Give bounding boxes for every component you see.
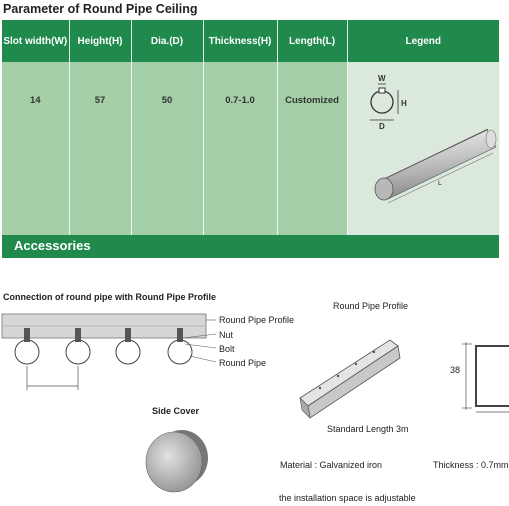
side-cover-title: Side Cover <box>152 406 200 416</box>
cell-slot-width: 14 <box>2 62 69 238</box>
callout-bolt: Bolt <box>219 344 235 354</box>
callout-round-pipe-profile: Round Pipe Profile <box>219 315 295 325</box>
header-diameter: Dia.(D) <box>131 20 203 62</box>
legend-pipe-diagram <box>348 62 500 205</box>
header-height: Height(H) <box>69 20 131 62</box>
legend-l-label: L <box>437 181 442 187</box>
table-header-row <box>2 20 499 62</box>
profile-standard-length: Standard Length 3m <box>327 424 409 434</box>
accessories-bar <box>2 235 499 258</box>
legend-w-label: W <box>377 74 386 83</box>
cell-thickness: 0.7-1.0 <box>203 62 277 238</box>
legend-cell <box>347 62 499 238</box>
accessories-title: Accessories <box>14 238 91 253</box>
page-title: Parameter of Round Pipe Ceiling <box>3 2 198 16</box>
profile-dimension-label: 38 <box>450 365 461 375</box>
table-row <box>2 62 499 238</box>
cell-length: Customized <box>277 62 347 238</box>
installation-note: the installation space is adjustable <box>279 493 416 503</box>
profile-section-drawing <box>460 340 509 415</box>
callout-nut: Nut <box>219 330 234 340</box>
profile-drawing <box>290 330 420 420</box>
header-slot-width: Slot width(W) <box>2 20 69 62</box>
material-text: Material : Galvanized iron <box>280 460 383 470</box>
thickness-text: Thickness : 0.7mm <box>433 460 509 470</box>
side-cover-drawing <box>142 424 214 496</box>
header-length: Length(L) <box>277 20 347 62</box>
profile-title: Round Pipe Profile <box>333 301 409 311</box>
connection-title: Connection of round pipe with Round Pipe Profile <box>3 292 216 302</box>
cell-height: 57 <box>69 62 131 238</box>
header-thickness: Thickness(H) <box>203 20 277 62</box>
parameter-table <box>2 20 500 238</box>
cell-diameter: 50 <box>131 62 203 238</box>
legend-d-label: D <box>378 122 385 131</box>
callout-round-pipe: Round Pipe <box>219 358 267 368</box>
legend-h-label: H <box>400 99 407 108</box>
connection-diagram <box>0 310 230 400</box>
header-legend: Legend <box>347 20 499 62</box>
